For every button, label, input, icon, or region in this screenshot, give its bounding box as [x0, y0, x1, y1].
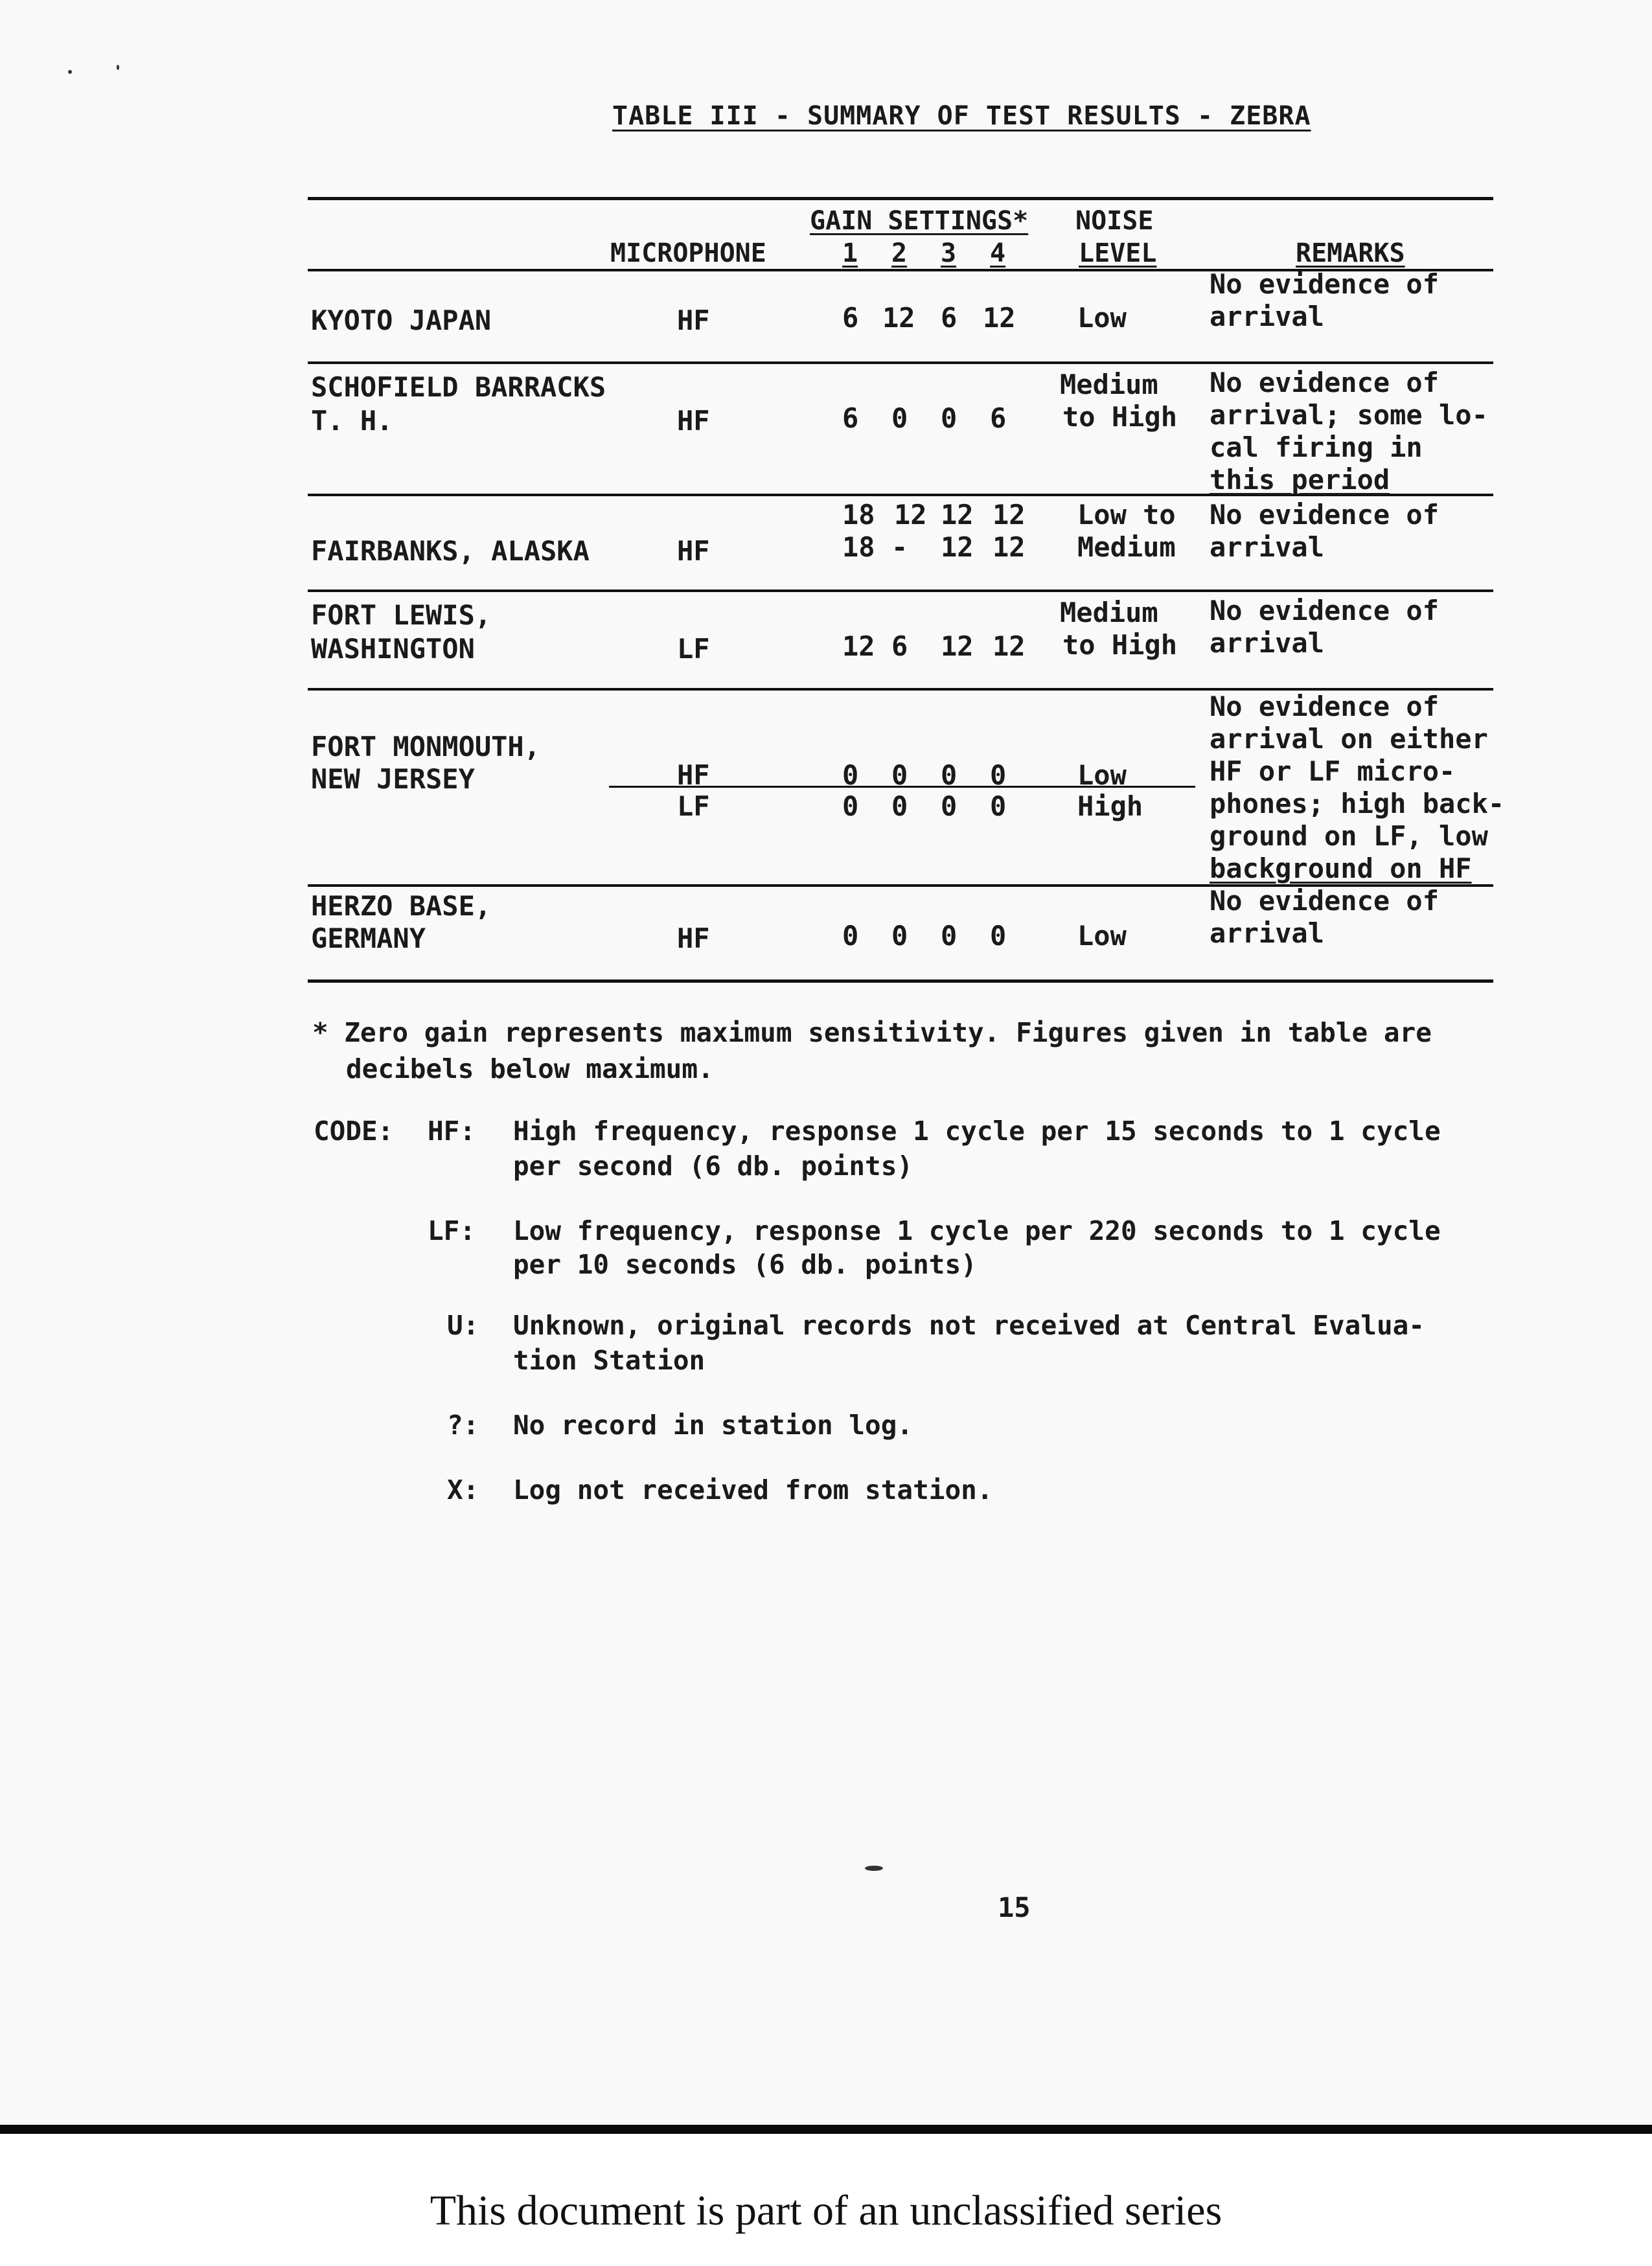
microphone-cell: LF [677, 790, 710, 822]
gain-cell: 0 [990, 920, 1007, 952]
noise-cell: High [1077, 790, 1143, 822]
gain-cell: 0 [941, 759, 958, 791]
code-key: HF: [428, 1116, 476, 1147]
microphone-cell: HF [677, 759, 710, 791]
gain-cell: 6 [941, 302, 958, 334]
code-key: ?: [447, 1410, 479, 1441]
table-bottom-rule [308, 979, 1493, 983]
code-description: tion Station [513, 1345, 706, 1376]
gain-cell: 12 [941, 630, 974, 662]
gain-col-2: 2 [891, 238, 908, 268]
noise-cell: Medium [1060, 597, 1158, 628]
code-description: Unknown, original records not received at Central Evalua- [513, 1310, 1425, 1341]
microphone-cell: HF [677, 535, 710, 567]
remarks-line: arrival [1210, 917, 1325, 949]
remarks-line: this period [1210, 464, 1390, 496]
gain-cell: 0 [990, 759, 1007, 791]
scan-speck [68, 70, 72, 74]
remarks-line: ground on LF, low [1210, 820, 1488, 852]
noise-cell: to High [1062, 401, 1178, 433]
microphone-cell: HF [677, 304, 710, 336]
noise-cell: to High [1062, 629, 1178, 661]
noise-header: NOISE [1075, 206, 1154, 236]
gain-cell: - [891, 531, 908, 563]
gain-cell: 12 [894, 499, 927, 531]
station-name: T. H. [311, 405, 393, 437]
gain-cell: 0 [842, 790, 859, 822]
noise-cell: Low [1077, 759, 1127, 791]
remarks-line: No evidence of [1210, 691, 1440, 722]
code-key: U: [447, 1310, 479, 1341]
remarks-line: cal firing in [1210, 431, 1423, 463]
station-name: FORT MONMOUTH, [311, 731, 541, 762]
remarks-line: No evidence of [1210, 268, 1440, 300]
scan-speck [117, 65, 119, 70]
code-description: No record in station log. [513, 1410, 913, 1441]
code-description: per second (6 db. points) [513, 1150, 913, 1182]
gain-cell: 0 [941, 920, 958, 952]
gain-cell: 0 [941, 790, 958, 822]
remarks-line: arrival [1210, 627, 1325, 659]
remarks-header: REMARKS [1296, 238, 1405, 268]
gain-cell: 12 [983, 302, 1016, 334]
station-name: GERMANY [311, 922, 426, 954]
remarks-line: No evidence of [1210, 367, 1440, 398]
code-description: Log not received from station. [513, 1474, 993, 1505]
remarks-line: arrival [1210, 301, 1325, 332]
noise-cell: Low [1077, 302, 1127, 334]
gain-cell: 6 [842, 402, 859, 434]
code-label: CODE: [314, 1116, 394, 1147]
gain-cell: 0 [891, 759, 908, 791]
gain-col-1: 1 [842, 238, 858, 268]
gain-cell: 12 [941, 499, 974, 531]
noise-cell: Low [1077, 920, 1127, 952]
microphone-cell: HF [677, 922, 710, 954]
gain-cell: 12 [842, 630, 875, 662]
code-description: Low frequency, response 1 cycle per 220 seconds to 1 cycle [513, 1215, 1441, 1246]
noise-cell: Medium [1060, 369, 1158, 400]
noise-level-header: LEVEL [1079, 238, 1157, 268]
gain-cell: 18 [842, 531, 875, 563]
gain-cell: 0 [891, 402, 908, 434]
gain-cell: 12 [992, 630, 1026, 662]
code-description: per 10 seconds (6 db. points) [513, 1249, 977, 1280]
gain-cell: 12 [992, 531, 1026, 563]
row-rule [308, 589, 1493, 592]
remarks-line: phones; high back- [1210, 788, 1505, 819]
gain-cell: 6 [990, 402, 1007, 434]
noise-cell: Medium [1077, 531, 1176, 563]
microphone-cell: LF [677, 633, 710, 665]
gain-cell: 18 [842, 499, 875, 531]
footnote-line: decibels below maximum. [346, 1053, 714, 1084]
table-top-rule [308, 197, 1493, 200]
gain-cell: 12 [992, 499, 1026, 531]
station-name: FORT LEWIS, [311, 599, 492, 631]
remarks-line: No evidence of [1210, 595, 1440, 626]
station-name: KYOTO JAPAN [311, 304, 492, 336]
gain-cell: 12 [882, 302, 915, 334]
station-name: WASHINGTON [311, 633, 475, 665]
footnote-line: * Zero gain represents maximum sensitivity. Figures given in table are [312, 1017, 1432, 1048]
gain-settings-header: GAIN SETTINGS* [810, 206, 1029, 236]
station-name: SCHOFIELD BARRACKS [311, 371, 606, 403]
gain-cell: 12 [941, 531, 974, 563]
gain-cell: 0 [941, 402, 958, 434]
noise-cell: Low to [1077, 499, 1176, 531]
remarks-line: arrival; some lo- [1210, 399, 1488, 431]
gain-cell: 0 [891, 920, 908, 952]
remarks-line: No evidence of [1210, 885, 1440, 917]
code-key: LF: [428, 1215, 476, 1246]
gain-col-4: 4 [990, 238, 1006, 268]
remarks-line: background on HF [1210, 853, 1472, 884]
table-title: TABLE III - SUMMARY OF TEST RESULTS - ZEBRA [612, 101, 1311, 131]
scan-speck [865, 1866, 883, 1871]
gain-cell: 0 [990, 790, 1007, 822]
footer-divider [0, 2125, 1652, 2134]
gain-col-3: 3 [941, 238, 957, 268]
microphone-cell: HF [677, 405, 710, 437]
gain-cell: 6 [891, 630, 908, 662]
microphone-header: MICROPHONE [610, 238, 766, 268]
page-number: 15 [998, 1892, 1031, 1923]
gain-cell: 0 [842, 759, 859, 791]
remarks-line: No evidence of [1210, 499, 1440, 531]
remarks-line: HF or LF micro- [1210, 755, 1456, 787]
station-name: HERZO BASE, [311, 890, 492, 922]
footer-caption: This document is part of an unclassified series [430, 2187, 1222, 2234]
code-key: X: [447, 1474, 479, 1505]
row-rule [308, 361, 1493, 364]
remarks-line: arrival [1210, 531, 1325, 563]
gain-cell: 6 [842, 302, 859, 334]
code-description: High frequency, response 1 cycle per 15 seconds to 1 cycle [513, 1116, 1441, 1147]
station-name: NEW JERSEY [311, 763, 475, 795]
station-name: FAIRBANKS, ALASKA [311, 535, 590, 567]
gain-cell: 0 [842, 920, 859, 952]
remarks-line: arrival on either [1210, 723, 1488, 755]
gain-cell: 0 [891, 790, 908, 822]
